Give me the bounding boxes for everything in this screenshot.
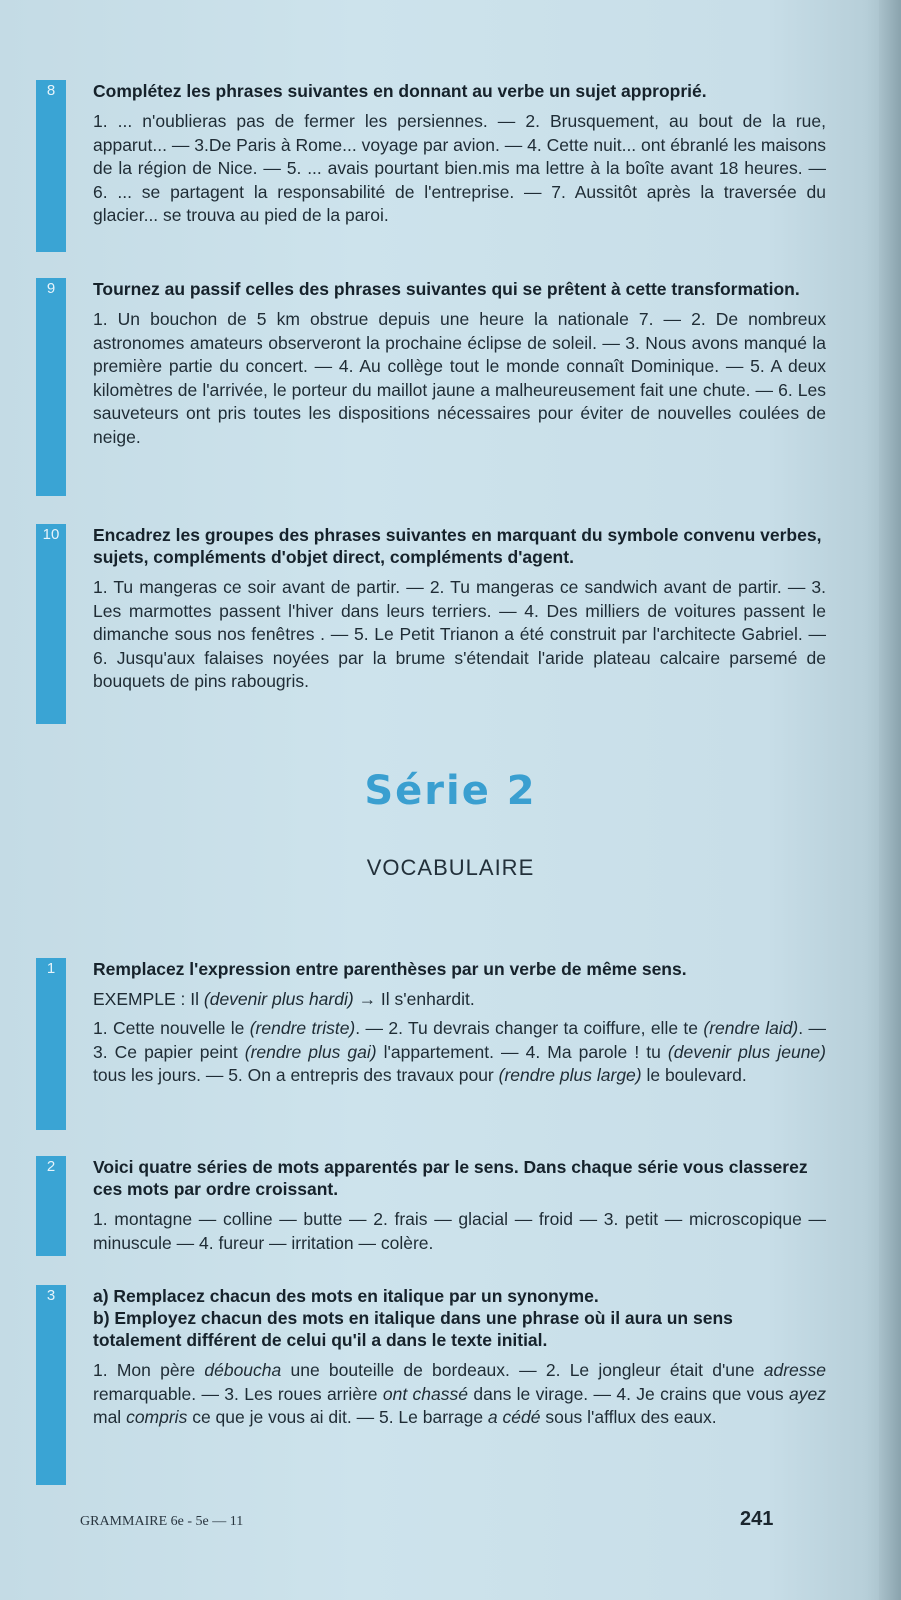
exercise-number: 10 (42, 526, 60, 543)
page-number: 241 (740, 1508, 774, 1530)
exercise-heading: Tournez au passif celles des phrases suivantes qui se prêtent à cette transformation. (93, 279, 800, 299)
exercise-number: 8 (46, 82, 56, 99)
exercise-number: 2 (46, 1158, 56, 1175)
exercise-body: 1. ... n'oublieras pas de fermer les persiennes. — 2. Brusquement, au bout de la rue, apparut... — 3.De Paris à Rome... voyage par avion. — 4. Cette nuit... ont ébranlé les maisons de la région de Nice. — 5. ... avais pourtant bien.mis ma lettre à la boîte avant 18 heures. — 6. ... se partagent la responsabilité de l'entreprise. — 7. Aussitôt après la traversée du glacier... se trouva au pied de la paroi. (93, 111, 826, 225)
series-subtitle: VOCABULAIRE (366, 855, 535, 880)
exercise-number-bar (36, 524, 66, 724)
exercise-number-bar (36, 80, 66, 252)
exercise-heading-b: b) Employez chacun des mots en italique dans une phrase où il aura un sens totalement différent de celui qu'il a dans le texte initial. (93, 1308, 733, 1350)
exercise-number-bar (36, 1285, 66, 1485)
example-line (93, 988, 826, 1011)
example-label: EXEMPLE : Il (93, 989, 200, 1009)
exercise-body: 1. Mon père déboucha une bouteille de bordeaux. — 2. Le jongleur était d'une adresse remarquable. — 3. Les roues arrière ont chassé dans le virage. — 4. Je crains que vous ayez mal compris ce que je vous ai dit. — 5. Le barrage a cédé sous l'afflux des eaux. (93, 1360, 827, 1427)
exercise-number-bar (36, 1156, 66, 1256)
exercise-number-bar (36, 958, 66, 1130)
vocab-exercise-3 (36, 1285, 826, 1485)
exercise-number: 1 (46, 960, 56, 977)
vocab-exercise-2 (36, 1156, 826, 1256)
exercise-body: 1. Un bouchon de 5 km obstrue depuis une heure la nationale 7. — 2. De nombreux astronomes amateurs observeront la prochaine éclipse de soleil. — 3. Nous avons manqué la première partie du concert. — 4. Au collège tout le monde connaît Dominique. — 5. A deux kilomètres de l'arrivée, le porteur du maillot jaune a malheureusement fait une chute. — 6. Les sauveteurs ont pris toutes les dispositions nécessaires pour éviter de nouvelles coulées de neige. (93, 309, 826, 447)
example-result: → Il s'enhardit. (358, 989, 475, 1009)
exercise-number: 9 (46, 280, 56, 297)
exercise-9 (36, 278, 826, 496)
exercise-body: 1. montagne — colline — butte — 2. frais — glacial — froid — 3. petit — microscopique — minuscule — 4. fureur — irritation — colère. (93, 1209, 826, 1253)
exercise-heading: Remplacez l'expression entre parenthèses par un verbe de même sens. (93, 959, 687, 979)
exercise-number-bar (36, 278, 66, 496)
vocab-exercise-1 (36, 958, 826, 1130)
exercise-10 (36, 524, 826, 724)
footer-book-title: GRAMMAIRE 6e - 5e — 11 (80, 1514, 244, 1529)
exercise-heading: Encadrez les groupes des phrases suivantes en marquant du symbole convenu verbes, sujets, compléments d'objet direct, compléments d'agent. (93, 525, 822, 567)
exercise-number: 3 (46, 1287, 56, 1304)
series-title: Série 2 (364, 768, 537, 814)
example-italic: (devenir plus hardi) (203, 989, 354, 1009)
exercise-heading: Complétez les phrases suivantes en donnant au verbe un sujet approprié. (93, 81, 707, 101)
exercise-8 (36, 80, 826, 252)
exercise-body: 1. Tu mangeras ce soir avant de partir. — 2. Tu mangeras ce sandwich avant de partir. — 3. Les marmottes passent l'hiver dans leurs terriers. — 4. Des milliers de voitures passent le dimanche sous nos fenêtres . — 5. Le Petit Trianon a été construit par l'architecte Gabriel. — 6. Jusqu'aux falaises noyées par la brume s'étendait l'aride plateau calcaire parsemé de bouquets de pins rabougris. (93, 577, 826, 691)
exercise-body: 1. Cette nouvelle le (rendre triste). — 2. Tu devrais changer ta coiffure, elle te (rendre laid). — 3. Ce papier peint (rendre plus gai) l'appartement. — 4. Ma parole ! tu (devenir plus jeune) tous les jours. — 5. On a entrepris des travaux pour (rendre plus large) le boulevard. (93, 1018, 826, 1085)
exercise-heading: Voici quatre séries de mots apparentés par le sens. Dans chaque série vous classerez ces mots par ordre croissant. (93, 1157, 808, 1199)
exercise-heading-a: a) Remplacez chacun des mots en italique par un synonyme. (93, 1286, 599, 1306)
